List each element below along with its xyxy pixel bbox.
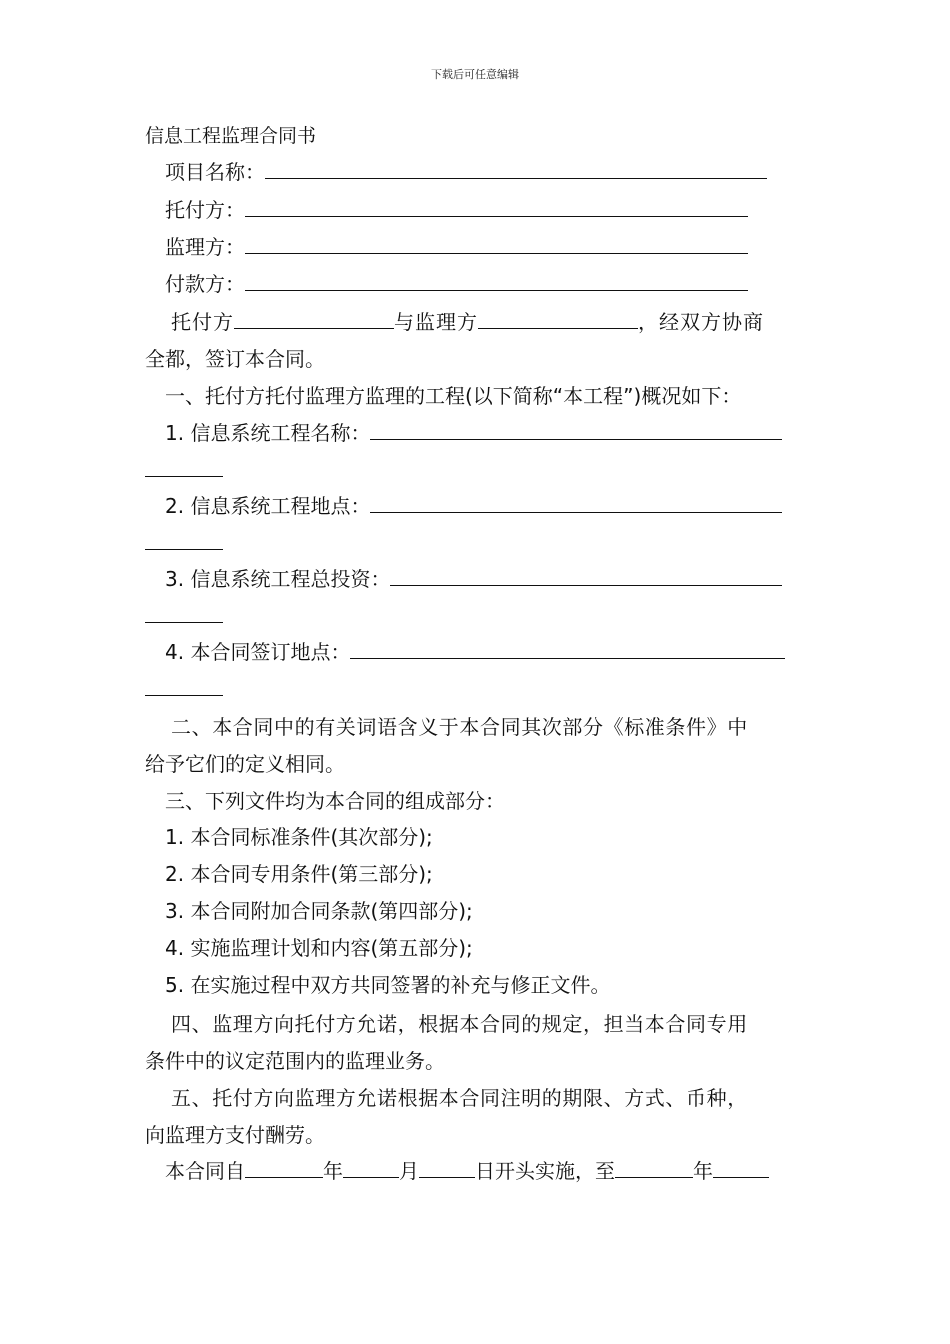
- section1-item-3-blank: [390, 566, 782, 586]
- section1-item-4-blank: [350, 639, 785, 659]
- section3-heading: 三、下列文件均为本合同的组成部分：: [165, 789, 505, 813]
- project-name-field: [145, 158, 767, 186]
- section1-item-4-continuation: [145, 675, 223, 703]
- section3-item-5: 5. 在实施过程中双方共同签署的补充与修正文件。: [165, 973, 611, 997]
- section1-item-1: [145, 419, 782, 447]
- document-title: 信息工程监理合同书: [145, 125, 317, 147]
- section1-item-4-blank-cont: [145, 676, 223, 696]
- section4-line-1: 四、监理方向托付方允诺，根据本合同的规定，担当本合同专用: [171, 1012, 748, 1036]
- section1-heading: 一、托付方托付监理方监理的工程(以下简称“本工程”)概况如下：: [165, 384, 742, 408]
- section1-item-2-label: 2. 信息系统工程地点：: [165, 494, 371, 518]
- section1-item-2: [145, 492, 782, 520]
- entrusting-party-blank: [245, 197, 748, 217]
- payer-blank: [245, 271, 748, 291]
- section2-line-2: 给予它们的定义相同。: [145, 752, 345, 776]
- supervisor-blank: [245, 234, 748, 254]
- section1-item-2-continuation: [145, 529, 223, 557]
- intro-text-supervisor: 与监理方: [394, 310, 478, 334]
- term-day-start-text: 日开头实施，至: [475, 1159, 615, 1183]
- intro-text-consult: ，经双方协商: [638, 310, 764, 334]
- payer-field: [145, 270, 748, 298]
- intro-blank-supervisor: [478, 309, 638, 329]
- section1-item-1-blank: [370, 420, 782, 440]
- term-start-year-blank: [245, 1158, 323, 1178]
- section1-item-3: [145, 565, 782, 593]
- section1-item-2-blank-cont: [145, 530, 223, 550]
- section3-item-4: 4. 实施监理计划和内容(第五部分);: [165, 936, 473, 960]
- project-name-label: 项目名称：: [165, 160, 265, 184]
- section1-item-1-blank-cont: [145, 457, 223, 477]
- section5-line-2: 向监理方支付酬劳。: [145, 1123, 325, 1147]
- term-end-year-blank: [615, 1158, 693, 1178]
- section1-item-3-continuation: [145, 602, 223, 630]
- term-start-text: 本合同自: [165, 1159, 245, 1183]
- section3-item-1: 1. 本合同标准条件(其次部分);: [165, 825, 433, 849]
- entrusting-party-field: [145, 196, 748, 224]
- page-header: 下载后可任意编辑: [431, 68, 519, 81]
- project-name-blank: [265, 159, 767, 179]
- payer-label: 付款方：: [165, 272, 245, 296]
- section4-line-2: 条件中的议定范围内的监理业务。: [145, 1049, 445, 1073]
- term-line: [145, 1157, 769, 1185]
- entrusting-party-label: 托付方：: [165, 198, 245, 222]
- section1-item-3-blank-cont: [145, 603, 223, 623]
- term-month-text: 月: [399, 1159, 419, 1183]
- section5-line-1: 五、托付方向监理方允诺根据本合同注明的期限、方式、币种，: [171, 1086, 748, 1110]
- section2-line-1: 二、本合同中的有关词语含义于本合同其次部分《标准条件》中: [171, 715, 748, 739]
- section1-item-2-blank: [370, 493, 782, 513]
- section1-item-1-continuation: [145, 456, 223, 484]
- term-year2-text: 年: [693, 1159, 713, 1183]
- term-year-text: 年: [323, 1159, 343, 1183]
- section3-item-2: 2. 本合同专用条件(第三部分);: [165, 862, 433, 886]
- supervisor-field: [145, 233, 748, 261]
- term-end-month-blank: [713, 1158, 769, 1178]
- section1-item-4-label: 4. 本合同签订地点：: [165, 640, 351, 664]
- intro-blank-entrusting: [234, 309, 394, 329]
- section1-item-4: [145, 638, 785, 666]
- term-start-month-blank: [343, 1158, 399, 1178]
- section1-item-3-label: 3. 信息系统工程总投资：: [165, 567, 391, 591]
- section1-item-1-label: 1. 信息系统工程名称：: [165, 421, 371, 445]
- supervisor-label: 监理方：: [165, 235, 245, 259]
- intro-line-2: 全都，签订本合同。: [145, 347, 325, 371]
- intro-text-entrusting: 托付方: [171, 310, 234, 334]
- intro-line-1: [145, 308, 764, 336]
- section3-item-3: 3. 本合同附加合同条款(第四部分);: [165, 899, 473, 923]
- term-start-day-blank: [419, 1158, 475, 1178]
